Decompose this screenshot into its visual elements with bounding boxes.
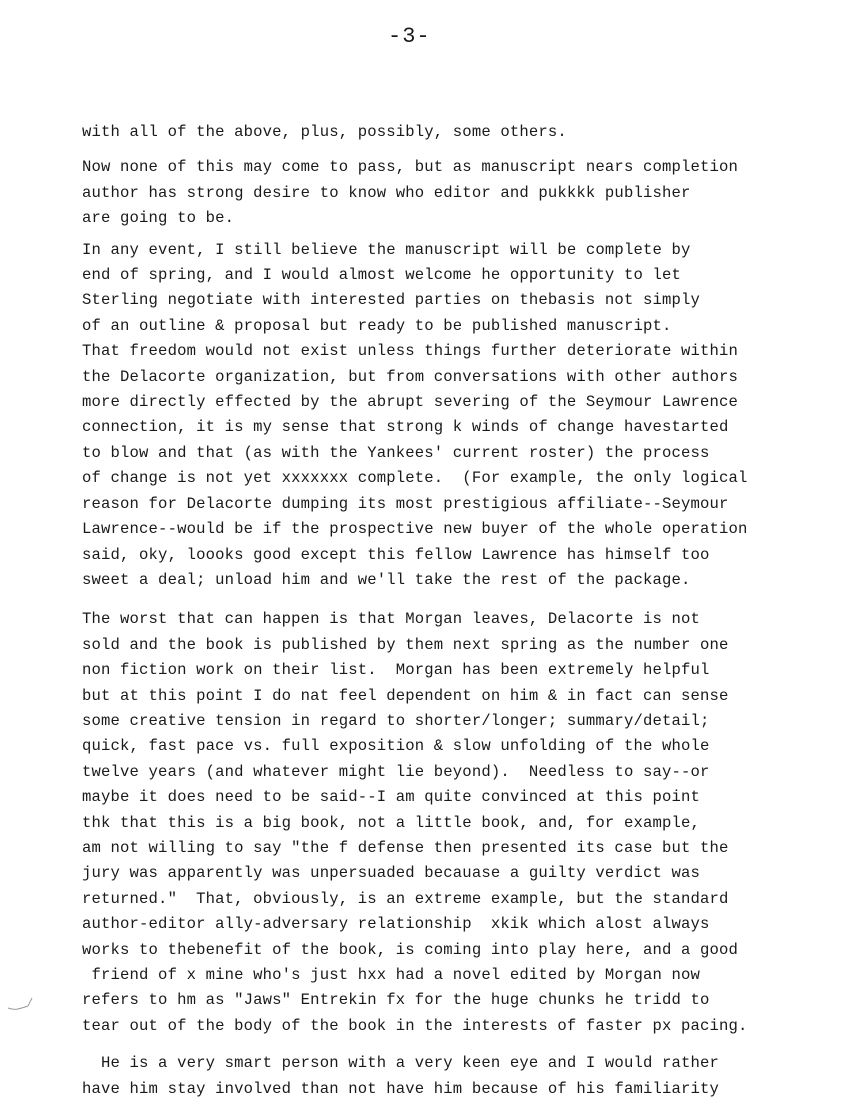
text-line: works to thebenefit of the book, is coming into play here, and a good <box>82 940 739 959</box>
text-line: He is a very smart person with a very keen eye and I would rather <box>82 1054 720 1073</box>
text-line: more directly effected by the abrupt severing of the Seymour Lawrence <box>82 393 739 412</box>
text-line: end of spring, and I would almost welcome he opportunity to let <box>82 266 681 285</box>
text-line: some creative tension in regard to shorter/longer; summary/detail; <box>82 711 710 730</box>
text-line: sold and the book is published by them next spring as the number one <box>82 635 729 654</box>
text-line: Lawrence--would be if the prospective new buyer of the whole operation <box>82 520 748 539</box>
text-line: sweet a deal; unload him and we'll take the rest of the package. <box>82 570 691 589</box>
paragraph <box>82 238 842 594</box>
text-line: said, oky, loooks good except this fellow Lawrence has himself too <box>82 545 710 564</box>
text-line: jury was apparently was unpersuaded becauase a guilty verdict was <box>82 864 701 883</box>
paragraph <box>82 1051 842 1102</box>
body-text <box>82 120 842 1102</box>
paragraph <box>82 120 842 145</box>
text-line: The worst that can happen is that Morgan leaves, Delacorte is not <box>82 610 701 629</box>
text-line: Sterling negotiate with interested parties on thebasis not simply <box>82 291 701 310</box>
paragraph <box>82 607 842 1039</box>
text-line: author-editor ally-adversary relationship xkik which alost always <box>82 915 710 934</box>
text-line: maybe it does need to be said--I am quite convinced at this point <box>82 788 701 807</box>
text-line: the Delacorte organization, but from conversations with other authors <box>82 367 739 386</box>
text-line: connection, it is my sense that strong k winds of change havestarted <box>82 418 729 437</box>
text-line: friend of x mine who's just hxx had a novel edited by Morgan now <box>82 966 701 984</box>
text-line: reason for Delacorte dumping its most prestigious affiliate--Seymour <box>82 494 729 513</box>
text-line: That freedom would not exist unless things further deteriorate within <box>82 342 739 361</box>
text-line: of an outline & proposal but ready to be published manuscript. <box>82 316 672 335</box>
text-line: to blow and that (as with the Yankees' current roster) the process <box>82 443 710 462</box>
text-line: non fiction work on their list. Morgan has been extremely helpful <box>82 661 710 680</box>
text-line: Now none of this may come to pass, but as manuscript nears completion <box>82 158 739 177</box>
text-line: refers to hm as "Jaws" Entrekin fx for the huge chunks he tridd to <box>82 991 710 1010</box>
paragraph <box>82 155 842 231</box>
text-line: tear out of the body of the book in the interests of faster px pacing. <box>82 1016 748 1035</box>
text-line: of change is not yet xxxxxxx complete. (For example, the only logical <box>82 469 748 488</box>
text-line: have him stay involved than not have him because of his familiarity <box>82 1079 720 1098</box>
margin-pencil-mark <box>6 994 34 1014</box>
text-line: thk that this is a big book, not a little book, and, for example, <box>82 813 701 832</box>
text-line: quick, fast pace vs. full exposition & slow unfolding of the whole <box>82 737 710 756</box>
text-line: In any event, I still believe the manuscript will be complete by <box>82 240 691 259</box>
page-number: -3- <box>388 24 431 49</box>
text-line: author has strong desire to know who editor and pukkkk publisher <box>82 183 691 202</box>
text-line: twelve years (and whatever might lie beyond). Needless to say--or <box>82 762 710 781</box>
text-line: am not willing to say "the f defense then presented its case but the <box>82 838 729 857</box>
text-line: returned." That, obviously, is an extreme example, but the standard <box>82 889 729 908</box>
text-line: with all of the above, plus, possibly, some others. <box>82 123 567 141</box>
text-line: are going to be. <box>82 209 235 228</box>
text-line: but at this point I do nat feel dependent on him & in fact can sense <box>82 686 729 705</box>
